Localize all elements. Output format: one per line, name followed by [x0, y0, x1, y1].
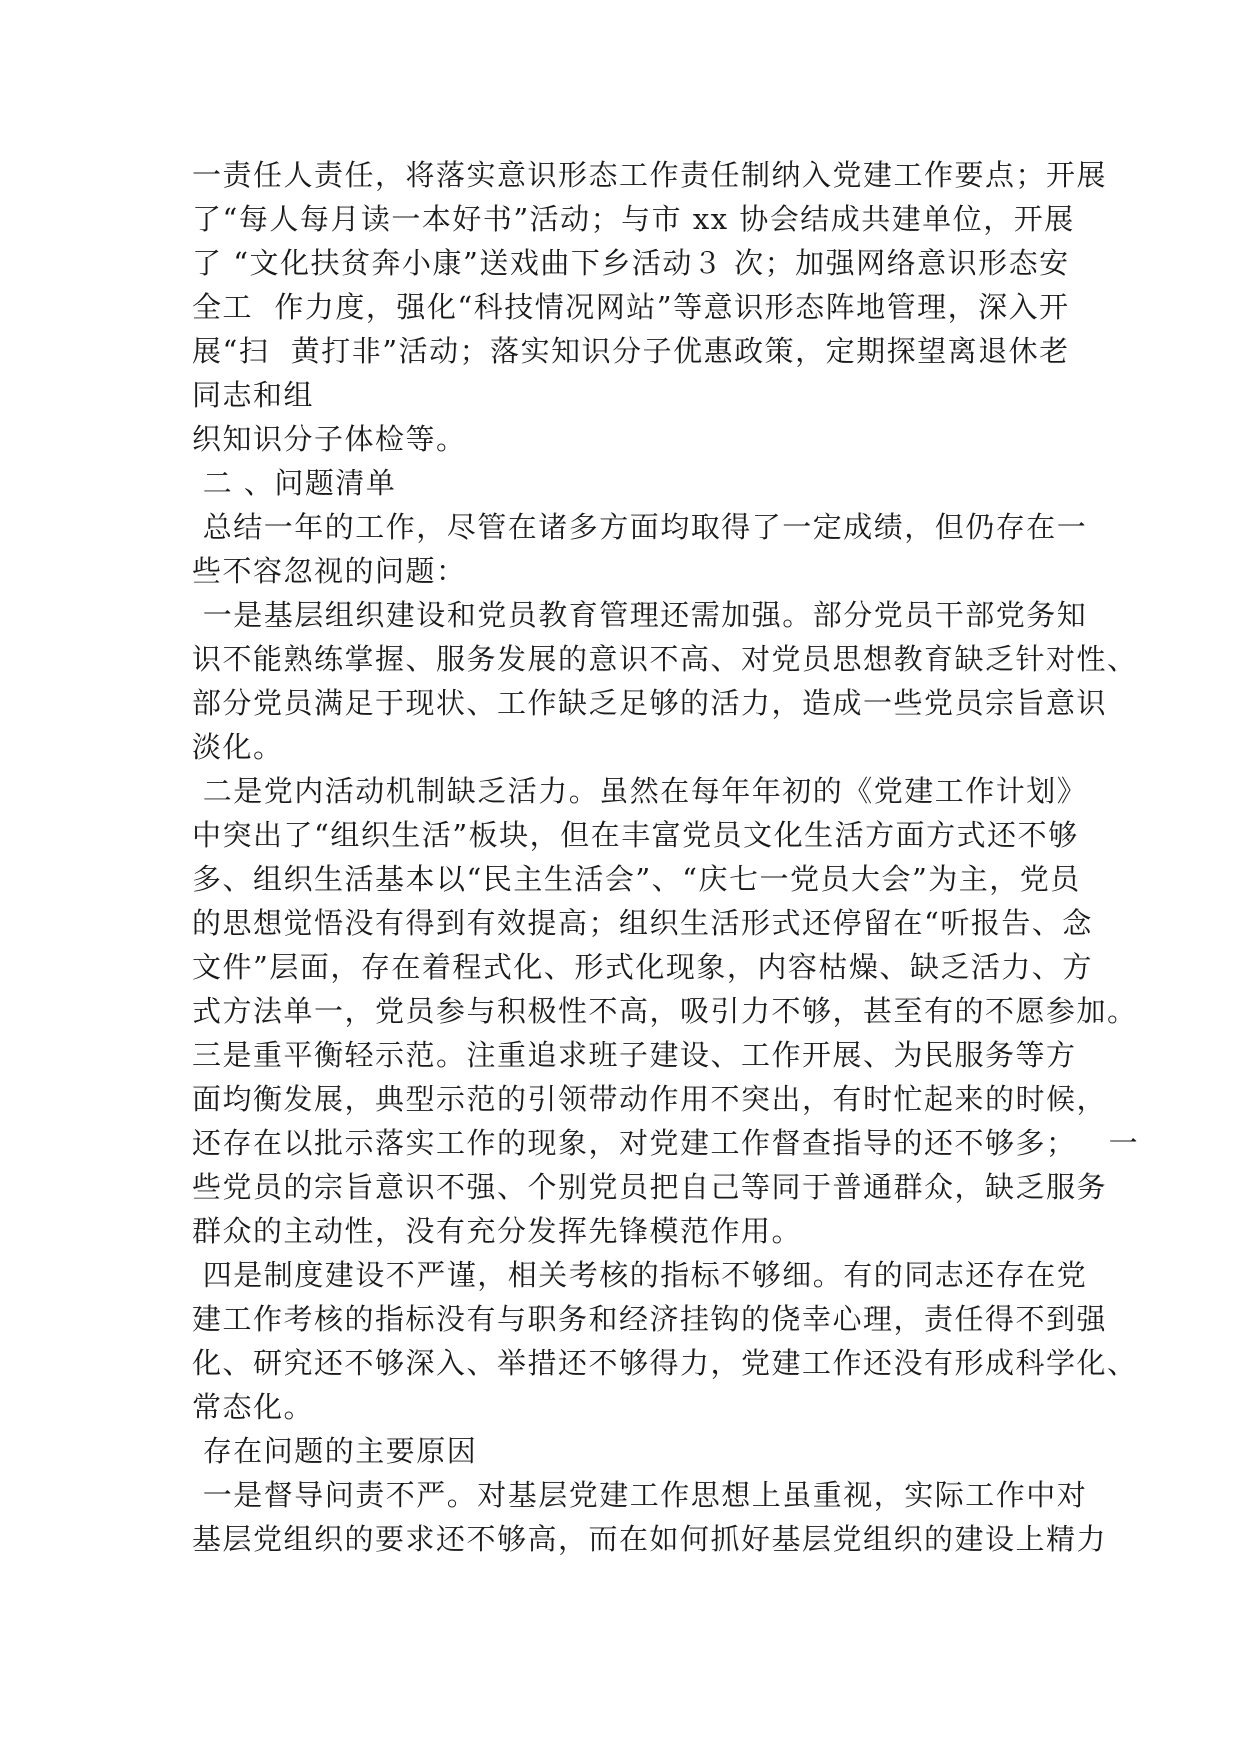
- text-line: 淡化。: [192, 730, 284, 764]
- text-line: 些不容忽视的问题：: [192, 554, 467, 588]
- text-line: 些党员的宗旨意识不强、个别党员把自己等同于普通群众，缺乏服务: [192, 1170, 1108, 1204]
- text-line: 四是制度建设不严谨，相关考核的指标不够细。有的同志还存在党: [192, 1258, 1088, 1292]
- section-heading: 存在问题的主要原因: [192, 1434, 478, 1468]
- text-line: 的思想觉悟没有得到有效提高；组织生活形式还停留在“听报告、念: [192, 906, 1093, 940]
- text-line: 了 “文化扶贫奔小康”送戏曲下乡活动３ 次；加强网络意识形态安: [192, 246, 1070, 280]
- text-line: 面均衡发展，典型示范的引领带动作用不突出，有时忙起来的时候，: [192, 1082, 1108, 1116]
- document-body: [192, 153, 1140, 1561]
- text-line: 了“每人每月读一本好书”活动；与市 xx 协会结成共建单位，开展: [192, 202, 1075, 236]
- text-line: 群众的主动性，没有充分发挥先锋模范作用。: [192, 1214, 803, 1248]
- text-line: 还存在以批示落实工作的现象，对党建工作督查指导的还不够多； 一: [192, 1126, 1140, 1160]
- text-line: 常态化。: [192, 1390, 315, 1424]
- text-line: 识不能熟练掌握、服务发展的意识不高、对党员思想教育缺乏针对性、: [192, 642, 1138, 676]
- text-line: 总结一年的工作，尽管在诸多方面均取得了一定成绩，但仍存在一: [192, 510, 1088, 544]
- text-line: 织知识分子体检等。: [192, 422, 467, 456]
- text-line: 一是督导问责不严。对基层党建工作思想上虽重视，实际工作中对: [192, 1478, 1088, 1512]
- section-heading: 二 、问题清单: [192, 466, 397, 500]
- text-line: 式方法单一，党员参与积极性不高，吸引力不够，甚至有的不愿参加。: [192, 994, 1138, 1028]
- text-line: 展“扫 黄打非”活动；落实知识分子优惠政策，定期探望离退休老: [192, 334, 1070, 368]
- text-line: 中突出了“组织生活”板块，但在丰富党员文化生活方面方式还不够: [192, 818, 1079, 852]
- text-line: 建工作考核的指标没有与职务和经济挂钩的侥幸心理，责任得不到强: [192, 1302, 1108, 1336]
- text-line: 三是重平衡轻示范。注重追求班子建设、工作开展、为民服务等方: [192, 1038, 1077, 1072]
- text-line: 同志和组: [192, 378, 315, 412]
- text-line: 部分党员满足于现状、工作缺乏足够的活力，造成一些党员宗旨意识: [192, 686, 1108, 720]
- text-line: 一责任人责任，将落实意识形态工作责任制纳入党建工作要点；开展: [192, 158, 1108, 192]
- text-line: 化、研究还不够深入、举措还不够得力，党建工作还没有形成科学化、: [192, 1346, 1138, 1380]
- text-line: 全工 作力度，强化“科技情况网站”等意识形态阵地管理，深入开: [192, 290, 1070, 324]
- text-line: 二是党内活动机制缺乏活力。虽然在每年年初的《党建工作计划》: [192, 774, 1088, 808]
- text-line: 一是基层组织建设和党员教育管理还需加强。部分党员干部党务知: [192, 598, 1088, 632]
- text-line: 文件”层面，存在着程式化、形式化现象，内容枯燥、缺乏活力、方: [192, 950, 1093, 984]
- text-line: 基层党组织的要求还不够高，而在如何抓好基层党组织的建设上精力: [192, 1522, 1108, 1556]
- text-line: 多、组织生活基本以“民主生活会”、“庆七一党员大会”为主，党员: [192, 862, 1081, 896]
